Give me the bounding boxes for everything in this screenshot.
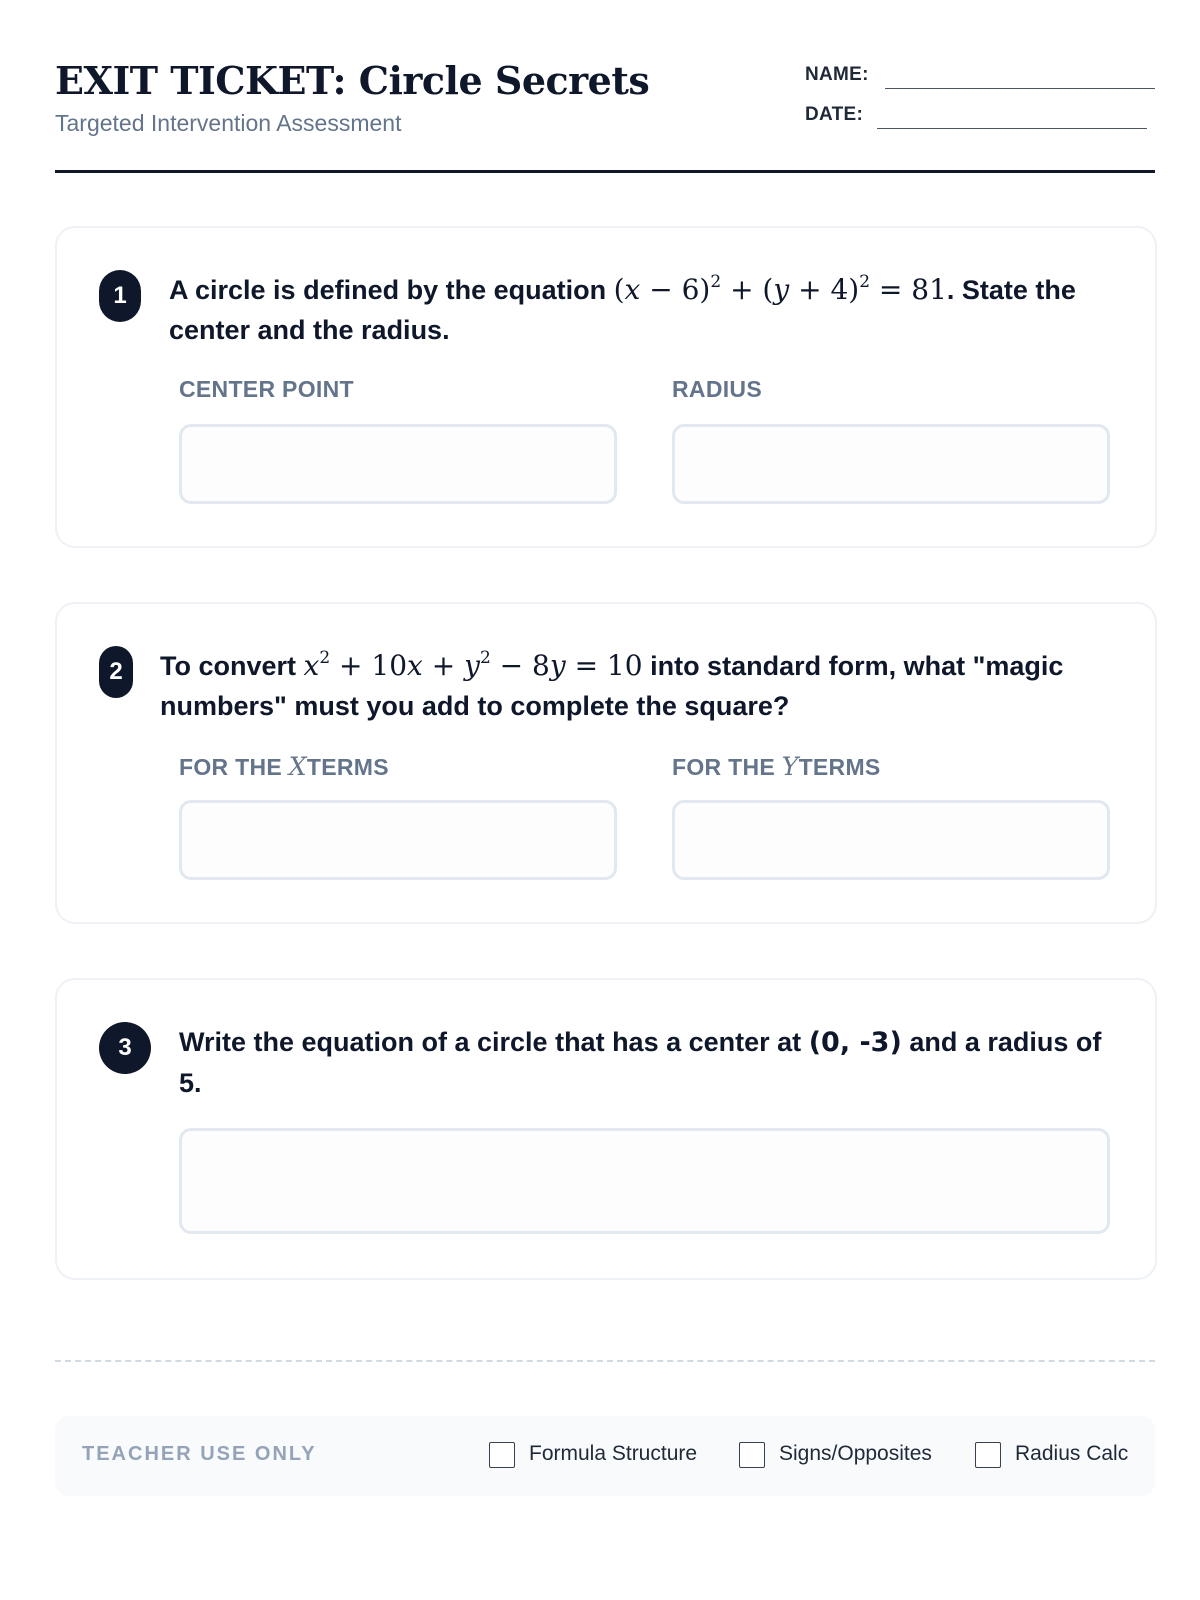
radius-answer-box[interactable]	[672, 424, 1110, 504]
question-text-start: Write the equation of a circle that has a center at	[179, 1027, 802, 1057]
checkbox[interactable]	[975, 1442, 1001, 1468]
date-blank-line[interactable]	[877, 128, 1147, 129]
x-terms-label-suffix: TERMS	[306, 754, 389, 780]
question-text-start: A circle is defined by the equation	[169, 275, 607, 305]
equation-answer-box[interactable]	[179, 1128, 1110, 1234]
checkbox-label: Radius Calc	[1015, 1442, 1129, 1465]
question-number-badge: 1	[99, 270, 141, 322]
checkbox[interactable]	[739, 1442, 765, 1468]
checkbox[interactable]	[489, 1442, 515, 1468]
y-terms-label-prefix: FOR THE	[672, 754, 776, 780]
question-card-1	[55, 226, 1157, 548]
name-blank-line[interactable]	[885, 88, 1155, 89]
name-label: NAME:	[805, 64, 869, 85]
y-terms-answer-box[interactable]	[672, 800, 1110, 880]
checkbox-label: Formula Structure	[529, 1442, 698, 1465]
y-variable: Y	[781, 752, 799, 781]
expanded-equation: $x^2 + 10x + y^2 - 8y = 10$	[303, 648, 643, 682]
name-row	[805, 62, 1155, 92]
question-text-end: . State the center and the radius.	[169, 275, 1076, 345]
question-number-badge: 2	[99, 646, 133, 698]
center-point-value: (0, -3)	[808, 1027, 902, 1058]
checkbox-label: Signs/Opposites	[779, 1442, 932, 1465]
x-terms-label	[179, 752, 389, 781]
date-row	[805, 102, 1155, 132]
x-variable: X	[288, 752, 307, 781]
question-card-3	[55, 978, 1157, 1280]
y-terms-label-suffix: TERMS	[798, 754, 881, 780]
teacher-use-label: TEACHER USE ONLY	[82, 1443, 317, 1465]
question-text	[169, 270, 1109, 350]
center-point-answer-box[interactable]	[179, 424, 617, 504]
question-text	[160, 646, 1110, 726]
x-terms-answer-box[interactable]	[179, 800, 617, 880]
y-terms-label	[672, 752, 881, 781]
page-subtitle: Targeted Intervention Assessment	[55, 110, 402, 136]
radius-label: RADIUS	[672, 376, 762, 402]
center-point-label: CENTER POINT	[179, 376, 354, 402]
question-number-badge: 3	[99, 1022, 151, 1074]
page-title: EXIT TICKET: Circle Secrets	[55, 58, 650, 103]
date-label: DATE:	[805, 104, 864, 125]
question-text-end: into standard form, what "magic numbers" must you add to complete the square?	[160, 651, 1064, 721]
cut-line-divider	[55, 1360, 1155, 1362]
question-card-2	[55, 602, 1157, 924]
circle-equation: $(x - 6)^2 + (y + 4)^2 = 81$	[613, 272, 947, 306]
x-terms-label-prefix: FOR THE	[179, 754, 283, 780]
header	[55, 58, 1155, 173]
question-text	[179, 1022, 1114, 1103]
teacher-use-panel	[55, 1416, 1155, 1496]
question-text-end: and a radius of 5.	[179, 1027, 1102, 1098]
question-text-start: To convert	[160, 651, 297, 681]
